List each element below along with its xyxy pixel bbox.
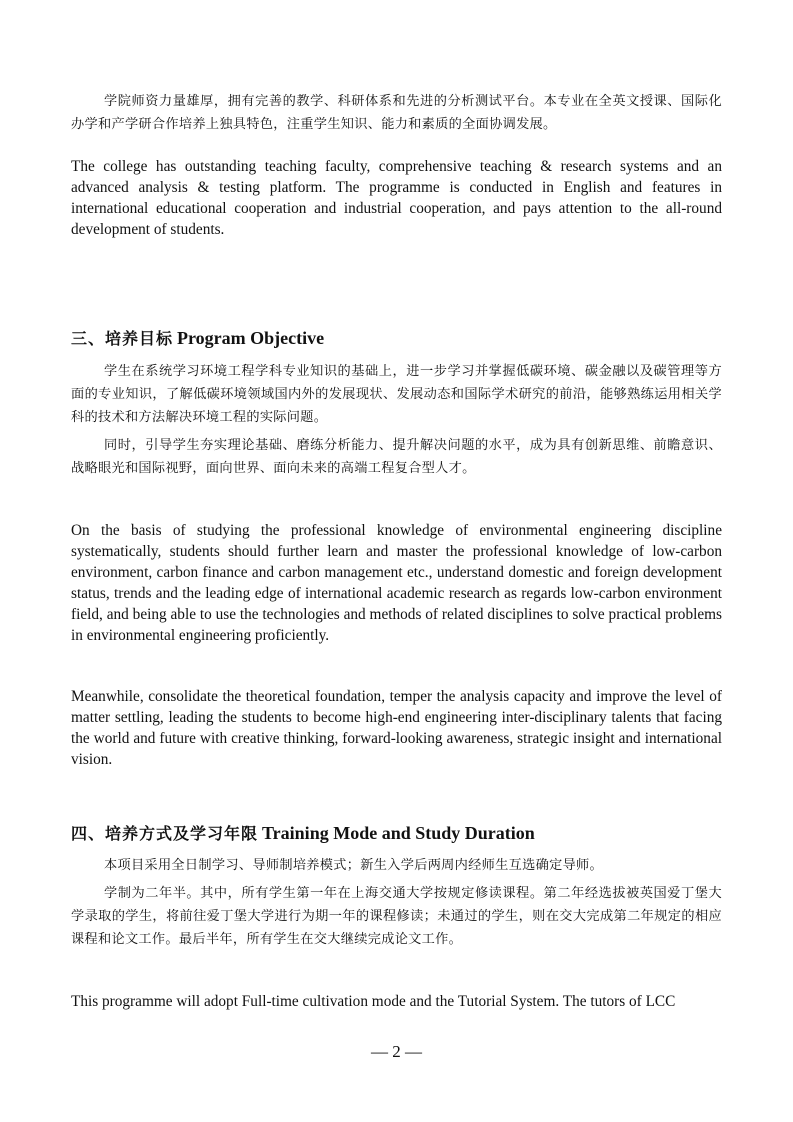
objective-paragraph-zh-1: 学生在系统学习环境工程学科专业知识的基础上，进一步学习并掌握低碳环境、碳金融以及碳管理等方面的专业知识，了解低碳环境领域国内外的发展现状、发展动态和国际学术研究的前沿，能够熟练运用相关学科的技术和方法解决环境工程的实际问题。 [71, 364, 722, 425]
section-heading-en: Training Mode and Study Duration [262, 823, 535, 843]
objective-paragraph-en-1: On the basis of studying the professional knowledge of environmental engineering discipline systematically, students should further learn and master the professional knowledge of low-carbon environment, carbon finance and carbon management etc., understand domestic and foreign development status, trends and the leading edge of international academic research as regards low-carbon environment field, and being able to use the technologies and methods of related disciplines to solve practical problems in environmental engineering proficiently. [71, 522, 722, 644]
section-heading-zh: 三、培养目标 [71, 329, 174, 348]
training-paragraph-zh-1: 本项目采用全日制学习、导师制培养模式；新生入学后两周内经师生互选确定导师。 [104, 858, 604, 873]
page-number: — 2 — [371, 1042, 422, 1061]
intro-paragraph-en: The college has outstanding teaching faculty, comprehensive teaching & research systems and an advanced analysis & testing platform. The programme is conducted in English and features in international educational cooperation and industrial cooperation, and pays attention to the all-round development of students. [71, 158, 722, 238]
training-paragraph-zh-2: 学制为二年半。其中，所有学生第一年在上海交通大学按规定修读课程。第二年经选拔被英国爱丁堡大学录取的学生，将前往爱丁堡大学进行为期一年的课程修读；未通过的学生，则在交大完成第二年规定的相应课程和论文工作。最后半年，所有学生在交大继续完成论文工作。 [71, 886, 722, 947]
objective-paragraph-en-2: Meanwhile, consolidate the theoretical foundation, temper the analysis capacity and improve the level of matter settling, leading the students to become high-end engineering inter-disciplinary talents that facing the world and future with creative thinking, forward-looking awareness, strategic insight and international vision. [71, 688, 722, 768]
section-heading-training-mode [71, 818, 722, 846]
objective-paragraph-zh-2: 同时，引导学生夯实理论基础、磨练分析能力、提升解决问题的水平，成为具有创新思维、前瞻意识、战略眼光和国际视野，面向世界、面向未来的高端工程复合型人才。 [71, 438, 722, 476]
section-heading-program-objective [71, 323, 722, 351]
section-heading-en: Program Objective [177, 328, 325, 348]
intro-paragraph-zh: 学院师资力量雄厚，拥有完善的教学、科研体系和先进的分析测试平台。本专业在全英文授课、国际化办学和产学研合作培养上独具特色，注重学生知识、能力和素质的全面协调发展。 [71, 94, 722, 132]
section-heading-zh: 四、培养方式及学习年限 [71, 824, 259, 843]
document-page [71, 90, 722, 1012]
training-paragraph-en-1: This programme will adopt Full-time cultivation mode and the Tutorial System. The tutors of LCC [71, 993, 676, 1010]
